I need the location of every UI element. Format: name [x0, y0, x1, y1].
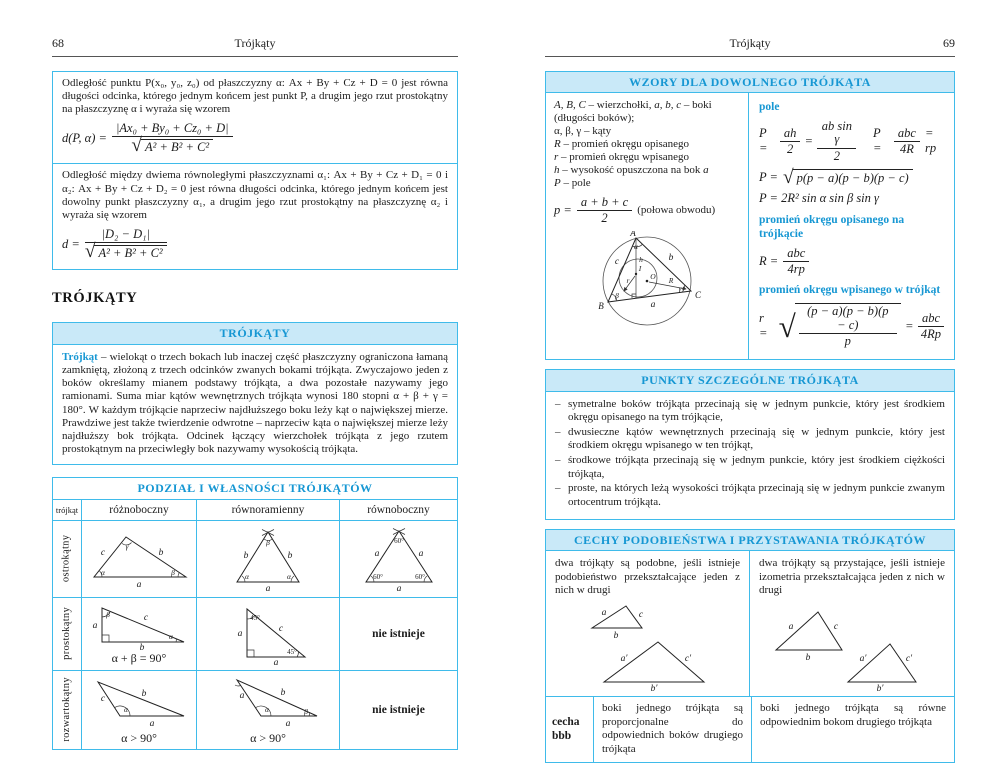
formulas-box-header: WZORY DLA DOWOLNEGO TRÓJKĄTA: [546, 72, 954, 94]
list-item: – proste, na których leżą wysokości trójkąta przecinają się w jednym punkcie zwanym ortocentrum trójkąta.: [555, 482, 945, 509]
label-a: a: [601, 608, 606, 618]
label-beta: β: [170, 568, 175, 577]
equilateral-cell: [340, 521, 457, 597]
area-formula-heron: P = √ p(p − a)(p − b)(p − c): [759, 169, 944, 186]
congruent-triangles-diagram-wrap: [759, 600, 945, 692]
fraction-numerator: |D₂ − D₁|: [85, 228, 167, 243]
label-h: h: [639, 255, 643, 264]
label-a: a: [238, 629, 243, 639]
label-beta: β: [303, 707, 308, 716]
row-header-acute: ostrokątny: [53, 521, 81, 597]
page-number: 68: [52, 36, 98, 51]
label-60deg: 60°: [415, 573, 425, 581]
formula-lhs: d =: [62, 237, 80, 252]
sqrt: √ A² + B² + C²: [85, 244, 167, 260]
fraction: [112, 122, 233, 154]
row-header-obtuse: rozwartokątny: [53, 671, 81, 749]
fraction-denominator: [112, 137, 233, 154]
legend-line: R – promień okręgu opisanego: [554, 138, 740, 151]
area-subheading: pole: [759, 100, 944, 114]
congruent-triangles-diagram: [762, 600, 942, 692]
area-formula-1: P = $\frac{ah}{2}$ = $\frac{\text{ab sin γ}}{2}$ P = $\frac{\text{abc}}{4R}$ = rp: [759, 120, 944, 162]
similar-definition: dwa trójkąty są podobne, jeśli istnieje podobieństwo przekształcające jeden z nich w drugi: [555, 557, 740, 598]
page-68: [52, 36, 458, 750]
triangle-definition-box: [52, 322, 458, 465]
legend-line: r – promień okręgu wpisanego: [554, 151, 740, 164]
label-60deg: 60°: [373, 573, 383, 581]
feature-bbb-row: [546, 696, 954, 762]
dash-bullet: –: [555, 454, 568, 481]
list-item: – dwusieczne kątów wewnętrznych przecinają się w jednym punkcie, który jest środkiem okręgu wpisanego w ten trójkąt,: [555, 426, 945, 453]
inradius-subheading: promień okręgu wpisanego w trójkąt: [759, 283, 944, 297]
page-number: 69: [909, 36, 955, 51]
right-scalene-cell: [82, 598, 196, 670]
triangle-outline: [98, 682, 184, 716]
label-b: b: [140, 643, 145, 650]
label-b: b: [613, 631, 618, 641]
page-header-right: [545, 36, 955, 57]
label-alpha: α: [124, 705, 129, 714]
right-angle-mark: [102, 635, 109, 642]
row-header-right: prostokątny: [53, 598, 81, 670]
label-I: I: [638, 264, 642, 273]
label-c: c: [101, 694, 106, 704]
obtuse-isosceles-cell: [197, 671, 339, 749]
legend-line: α, β, γ – kąty: [554, 125, 740, 138]
col-header-equilateral: równoboczny: [340, 500, 457, 520]
plane-plane-formula: [62, 228, 448, 260]
col-header-isosceles: równoramienny: [197, 500, 339, 520]
definition-body: – wielokąt o trzech bokach lub inaczej część płaszczyzny ograniczona łamaną zamkniętą, złożoną z trzech odcinków zwanych bokami trójkąta. Zwyczajowo jeden z boków określamy mianem podstawy trójkąta, a dwa pozostałe nazywamy jego ramionami. Suma miar kątów wewnętrznych trójkąta wynosi 180 stopni α + β + γ = 180°. W każdym trójkącie naprzeciw najdłuższego boku leży kąt o największej mierze. Prawdziwe jest także twierdzenie odwrotne – naprzeciw kąta o największej mierze leży najdłuższy bok trójkąta. Odcinek łączący wierzchołek trójkąta z jego rzutem prostokątnym na przeciwległy bok nazywamy wysokością trójkąta.: [62, 351, 448, 455]
half-perimeter-formula: p = $\frac{a + b + c}{2}$ (połowa obwodu): [554, 196, 740, 225]
acute-isosceles-diagram: [211, 526, 325, 592]
similarity-columns: [546, 551, 954, 696]
bbb-congruence-text: boki jednego trójkąta są równe odpowiednim bokom drugiego trójkąta: [752, 697, 954, 762]
label-B: B: [598, 301, 604, 311]
label-b: b: [159, 548, 164, 558]
obtuse-scalene-diagram: [82, 674, 196, 730]
obtuse-equilateral-cell: nie istnieje: [340, 671, 457, 749]
label-a: a: [396, 584, 401, 592]
formulas-column: [749, 93, 954, 359]
label-45deg: 45°: [250, 614, 260, 622]
label-beta: β: [265, 538, 270, 547]
label-c: c: [638, 610, 643, 620]
acute-scalene-diagram: [82, 529, 196, 589]
label-b: b: [244, 551, 249, 561]
angle-arc: [291, 576, 294, 582]
label-alpha: α: [169, 632, 174, 641]
special-points-list: [546, 392, 954, 519]
equilateral-diagram: [342, 526, 456, 592]
bbb-similarity-text: boki jednego trójkąta są proporcjonalne do odpowiednich boków drugiego trójkąta: [594, 697, 752, 762]
label-alpha: α: [287, 572, 292, 581]
running-title: Trójkąty: [98, 36, 412, 51]
formulas-columns: [546, 93, 954, 359]
label-b-prime: b′: [877, 684, 885, 692]
list-item: – środkowe trójkąta przecinają się w jednym punkcie, który jest środkiem ciężkości trójkąta,: [555, 454, 945, 481]
running-title: Trójkąty: [591, 36, 909, 51]
sqrt: √ p(p − a)(p − b)(p − c): [783, 169, 913, 186]
triangle-definition-text: [53, 345, 457, 465]
angle-arc: [178, 572, 179, 576]
acute-isosceles-cell: [197, 521, 339, 597]
similarity-box-header: CECHY PODOBIEŃSTWA I PRZYSTAWANIA TRÓJKĄTÓW: [546, 530, 954, 552]
label-c-prime: c′: [684, 654, 691, 664]
circumradius-formula: R = $\frac{\text{abc}}{4rp}$: [759, 247, 944, 276]
label-gamma: γ: [126, 542, 130, 551]
formula-lhs: d(P, α) =: [62, 131, 107, 146]
fraction: [85, 228, 167, 260]
fraction: $\frac{a + b + c}{2}$: [577, 196, 632, 225]
label-b: b: [288, 551, 293, 561]
label-b: b: [806, 653, 811, 663]
general-triangle-formulas-box: [545, 71, 955, 360]
legend-line: h – wysokość opuszczona na bok a: [554, 164, 740, 177]
label-a-prime: a′: [860, 654, 868, 664]
definition-lead-word: Trójkąt: [62, 351, 98, 363]
right-isosceles-diagram: [211, 603, 325, 665]
legend-line: A, B, C – wierzchołki, a, b, c – boki (długości boków);: [554, 99, 740, 125]
table-title: PODZIAŁ I WŁASNOŚCI TRÓJKĄTÓW: [53, 478, 457, 499]
sqrt: √ $\frac{(p - a)(p - b)(p - c)}{p}$: [779, 303, 901, 349]
label-alpha: α: [265, 705, 270, 714]
label-R: R: [668, 276, 674, 285]
fraction-denominator: [85, 243, 167, 260]
right-angle-mark: [247, 650, 254, 657]
label-c-prime: c′: [906, 654, 913, 664]
page-header-left: [52, 36, 458, 57]
definition-box-header: TRÓJKĄTY: [53, 323, 457, 345]
label-c: c: [834, 622, 839, 632]
legend-line: P – pole: [554, 177, 740, 190]
circumradius-subheading: promień okręgu opisanego na trójkącie: [759, 213, 944, 241]
label-b: b: [142, 689, 147, 699]
obtuse-caption: α > 90°: [250, 731, 286, 746]
distance-formulas-box: [52, 71, 458, 271]
label-gamma: γ: [679, 284, 683, 293]
label-60deg: 60°: [394, 537, 404, 545]
obtuse-scalene-cell: [82, 671, 196, 749]
label-b-prime: b′: [650, 684, 658, 692]
similar-triangles-diagram: [558, 600, 738, 692]
sqrt: √ A² + B² + C²: [131, 138, 213, 154]
right-isosceles-cell: [197, 598, 339, 670]
label-alpha: α: [101, 568, 106, 577]
similarity-congruence-box: [545, 529, 955, 763]
label-c: c: [101, 548, 106, 558]
angle-arc: [297, 652, 298, 657]
label-a: a: [266, 584, 271, 592]
dash-bullet: –: [555, 426, 568, 453]
label-c: c: [144, 613, 149, 623]
label-a: a: [374, 549, 379, 559]
congruent-triangles-cell: [750, 551, 954, 696]
label-45deg: 45°: [287, 648, 297, 656]
special-points-box: [545, 369, 955, 520]
right-scalene-diagram: [82, 602, 196, 650]
table-corner-cell: trójkąt: [53, 500, 81, 520]
obtuse-caption: α > 90°: [121, 731, 157, 746]
right-equilateral-cell: nie istnieje: [340, 598, 457, 670]
special-points-header: PUNKTY SZCZEGÓLNE TRÓJKĄTA: [546, 370, 954, 392]
label-a: a: [651, 300, 656, 310]
section-title: TRÓJKĄTY: [52, 290, 458, 308]
first-triangle: [776, 612, 842, 650]
label-a: a: [150, 719, 155, 729]
circumcenter-dot: [646, 280, 649, 283]
fraction-numerator: |Ax₀ + By₀ + Cz₀ + D|: [112, 122, 233, 137]
dash-bullet: –: [555, 482, 568, 509]
label-b: b: [281, 688, 286, 698]
plane-plane-distance-section: [53, 163, 457, 269]
apex-cross-mark: [393, 528, 405, 534]
acute-scalene-cell: [82, 521, 196, 597]
small-triangle: [592, 606, 642, 628]
apex-cross-mark: [262, 529, 274, 535]
inradius-formula: r = √ $\frac{(p - a)(p - b)(p - c)}{p}$ = $\frac{\text{abc}}{4Rp}$: [759, 303, 944, 349]
dash-bullet: –: [555, 398, 568, 425]
label-a: a: [93, 621, 98, 631]
similar-triangles-cell: [546, 551, 750, 696]
angle-arc: [235, 685, 241, 686]
label-a: a: [274, 658, 279, 665]
label-O: O: [650, 272, 656, 281]
label-beta: β: [105, 610, 110, 619]
label-a: a: [240, 691, 245, 701]
label-b: b: [669, 253, 674, 263]
point-plane-formula: [62, 122, 448, 154]
point-plane-paragraph: Odległość punktu P(x₀, y₀, z₀) od płaszczyzny α: Ax + By + Cz + D = 0 jest równa długości odcinka, którego jednym końcem jest punkt P, a drugim jego rzut prostokątny na płaszczyznę α i wyraża się wzorem: [62, 77, 448, 117]
similar-triangles-diagram-wrap: [555, 600, 740, 692]
list-item: – symetralne boków trójkąta przecinają się w jednym punkcie, który jest środkiem okręgu opisanego na tym trójkącie,: [555, 398, 945, 425]
label-alpha: α: [245, 572, 250, 581]
label-A: A: [629, 231, 636, 238]
label-r: r: [627, 276, 630, 285]
feature-bbb-label: cecha bbb: [546, 697, 594, 762]
label-c: c: [279, 624, 284, 634]
label-C: C: [695, 290, 702, 300]
label-a-prime: a′: [620, 654, 628, 664]
col-header-scalene: różnoboczny: [82, 500, 196, 520]
right-triangle-caption: α + β = 90°: [112, 651, 167, 666]
label-a: a: [286, 719, 291, 729]
label-a: a: [418, 549, 423, 559]
congruent-definition: dwa trójkąty są przystające, jeśli istnieje izometria przekształcająca jeden z nich w drugi: [759, 557, 945, 598]
incenter-dot: [635, 273, 637, 275]
notation-legend: [546, 93, 749, 359]
obtuse-isosceles-diagram: [211, 674, 325, 730]
triangle-circles-diagram: [572, 231, 722, 327]
label-a: a: [137, 580, 142, 589]
plane-plane-paragraph: Odległość między dwiema równoległymi płaszczyznami α₁: Ax + By + Cz + D₁ = 0 i α₂: Ax + By + Cz + D₂ = 0 jest równa długości odcinka, którego jednym końcem jest dowolny punkt płaszczyzny α₁, a drugim jego rzut prostokątny na płaszczyznę α₂ i wyraża się wzorem: [62, 169, 448, 222]
circles-diagram-wrap: [554, 231, 740, 327]
classification-table: [52, 477, 458, 750]
label-c: c: [615, 257, 620, 267]
point-plane-distance-section: [53, 72, 457, 164]
page-69: [545, 36, 955, 763]
label-a: a: [789, 622, 794, 632]
label-alpha: α: [634, 242, 639, 251]
label-beta: β: [614, 291, 619, 300]
area-formula-sines: P = 2R² sin α sin β sin γ: [759, 191, 944, 206]
